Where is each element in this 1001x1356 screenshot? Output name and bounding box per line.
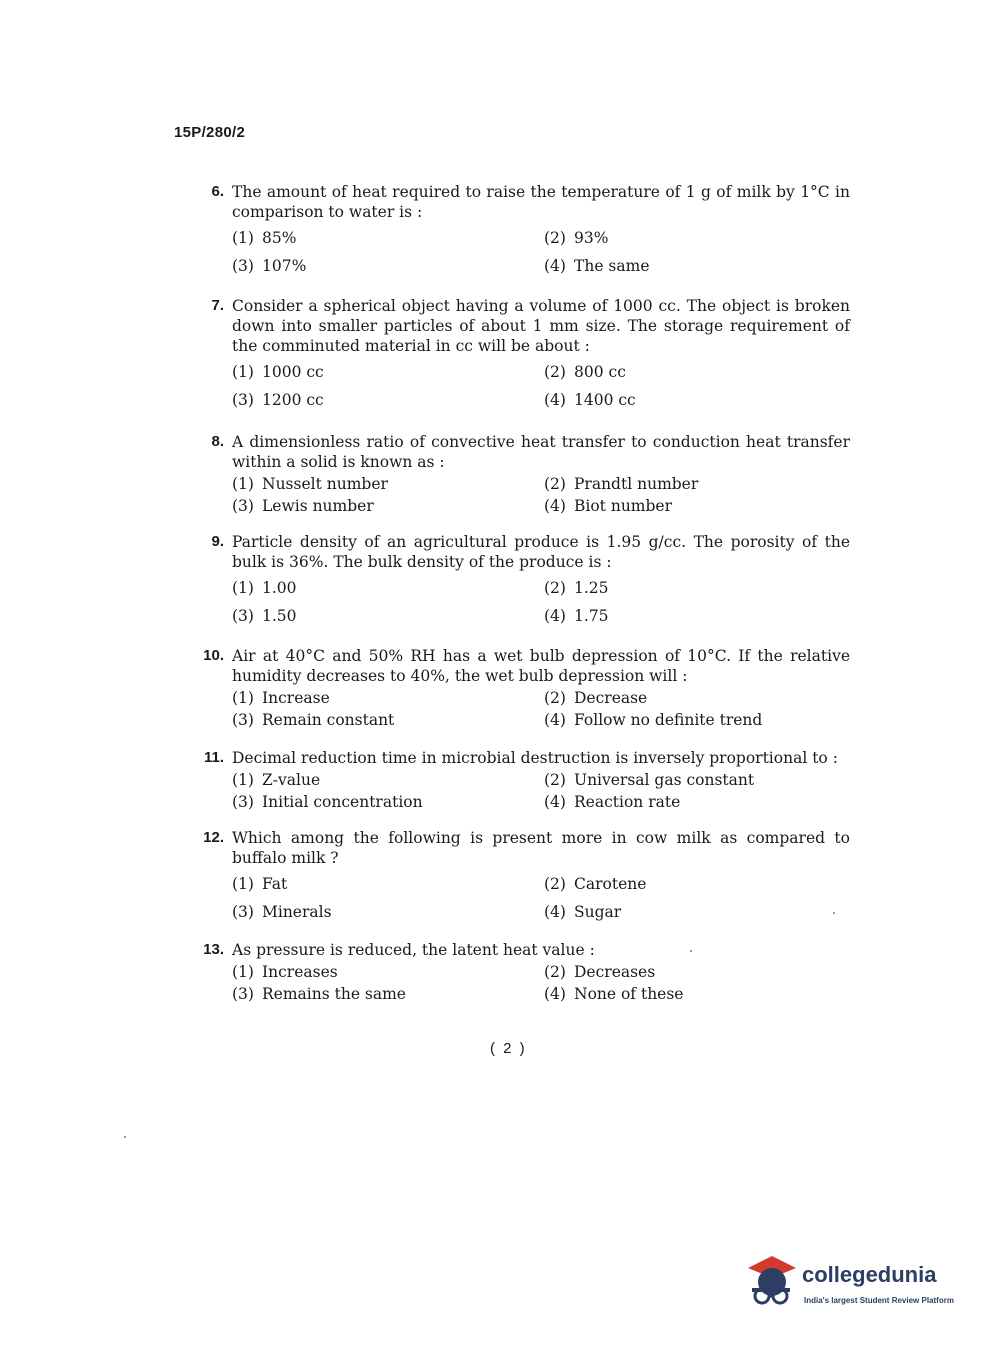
question-9: [190, 532, 850, 626]
question-text: A dimensionless ratio of convective heat transfer to conduction heat transfer within a solid is known as :: [232, 433, 850, 471]
option-2: (2) 1.25: [544, 579, 609, 597]
option-1: (1) 1.00: [232, 579, 297, 597]
option-1: (1) Fat: [232, 875, 288, 893]
options: [232, 228, 850, 276]
options: [232, 578, 850, 626]
paper-code: 15P/280/2: [174, 124, 246, 141]
options: [232, 362, 850, 410]
option-3: (3) Initial concentration: [232, 793, 423, 811]
question-number: 11.: [203, 749, 224, 766]
options: [232, 874, 850, 922]
scan-speck: [833, 912, 835, 914]
logo-tagline: India's largest Student Review Platform: [804, 1296, 954, 1305]
option-3: (3) 1.50: [232, 607, 297, 625]
question-text: Air at 40°C and 50% RH has a wet bulb depression of 10°C. If the relative humidity decreases to 40%, the wet bulb depression will :: [232, 647, 850, 685]
options: [232, 688, 850, 730]
option-2: (2) Decreases: [544, 963, 656, 981]
option-4: (4) 1400 cc: [544, 391, 636, 409]
option-1: (1) Increase: [232, 689, 330, 707]
option-2: (2) Universal gas constant: [544, 771, 755, 789]
question-number: 12.: [203, 829, 224, 846]
question-number: 10.: [203, 647, 224, 664]
question-text: Decimal reduction time in microbial destruction is inversely proportional to :: [232, 749, 838, 767]
option-3: (3) Remains the same: [232, 985, 406, 1003]
question-text: As pressure is reduced, the latent heat value :: [232, 941, 595, 959]
options: [232, 474, 850, 516]
option-3: (3) 107%: [232, 257, 307, 275]
option-4: (4) Reaction rate: [544, 793, 681, 811]
logo-wordmark: collegedunia: [802, 1262, 937, 1287]
option-1: (1) 1000 cc: [232, 363, 324, 381]
question-12: [190, 828, 850, 922]
option-3: (3) Minerals: [232, 903, 332, 921]
option-4: (4) Biot number: [544, 497, 673, 515]
question-13: [190, 940, 850, 1004]
option-4: (4) 1.75: [544, 607, 609, 625]
question-number: 7.: [211, 297, 224, 314]
mascot-icon: [742, 1252, 800, 1312]
option-3: (3) Lewis number: [232, 497, 374, 515]
option-2: (2) 93%: [544, 229, 609, 247]
option-1: (1) Nusselt number: [232, 475, 388, 493]
question-10: [190, 646, 850, 730]
option-2: (2) Decrease: [544, 689, 648, 707]
question-11: [190, 748, 850, 812]
question-number: 8.: [211, 433, 224, 450]
option-3: (3) 1200 cc: [232, 391, 324, 409]
question-8: [190, 432, 850, 516]
question-7: [190, 296, 850, 410]
option-2: (2) Prandtl number: [544, 475, 699, 493]
option-1: (1) Increases: [232, 963, 338, 981]
options: [232, 962, 850, 1004]
option-4: (4) None of these: [544, 985, 684, 1003]
question-text: Particle density of an agricultural produce is 1.95 g/cc. The porosity of the bulk is 36%. The bulk density of the produce is :: [232, 533, 850, 571]
page-number: ( 2 ): [490, 1040, 527, 1057]
option-3: (3) Remain constant: [232, 711, 395, 729]
option-4: (4) The same: [544, 257, 650, 275]
option-1: (1) Z-value: [232, 771, 321, 789]
question-number: 9.: [211, 533, 224, 550]
collegedunia-logo: [742, 1252, 972, 1312]
option-4: (4) Follow no definite trend: [544, 711, 763, 729]
question-number: 6.: [211, 183, 224, 200]
option-2: (2) Carotene: [544, 875, 647, 893]
option-1: (1) 85%: [232, 229, 297, 247]
question-text: Which among the following is present more in cow milk as compared to buffalo milk ?: [232, 829, 850, 867]
question-number: 13.: [203, 941, 224, 958]
question-text: The amount of heat required to raise the temperature of 1 g of milk by 1°C in comparison to water is :: [232, 183, 850, 221]
question-text: Consider a spherical object having a volume of 1000 cc. The object is broken down into smaller particles of about 1 mm size. The storage requirement of the comminuted material in cc will be about :: [232, 297, 850, 355]
scan-speck: [124, 1136, 126, 1138]
option-2: (2) 800 cc: [544, 363, 626, 381]
option-4: (4) Sugar: [544, 903, 622, 921]
scan-speck: [690, 950, 692, 952]
question-6: [190, 182, 850, 276]
options: [232, 770, 850, 812]
